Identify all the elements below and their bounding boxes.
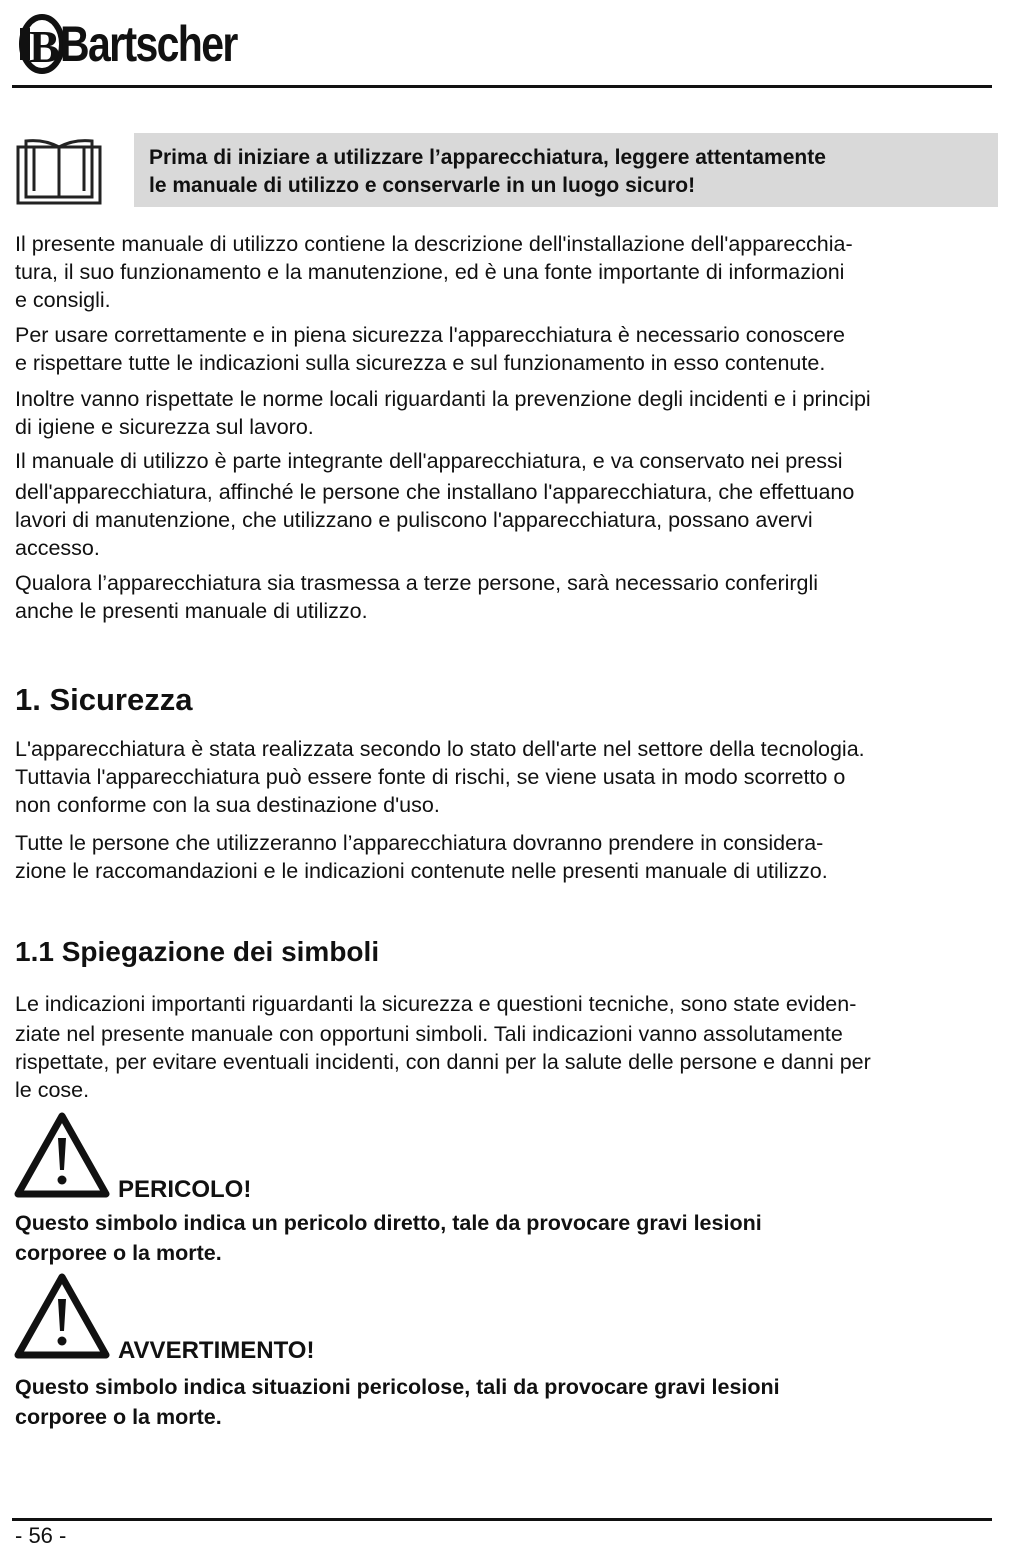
notice-text bbox=[149, 144, 989, 200]
intro-paragraph: Inoltre vanno rispettate le norme locali riguardanti la prevenzione degli incidenti e i principi di igiene e sicurezza sul lavoro. bbox=[15, 387, 871, 439]
header-divider bbox=[12, 85, 992, 88]
warning-title: PERICOLO! bbox=[118, 1176, 252, 1203]
intro-paragraph: Il presente manuale di utilizzo contiene la descrizione dell'installazione dell'apparecchia- tura, il suo funzionamento e la manutenzione, ed è una fonte importante di informazioni e consigli. bbox=[15, 232, 853, 312]
book-icon bbox=[14, 133, 104, 212]
section-heading: 1. Sicurezza bbox=[15, 682, 193, 717]
section-paragraph: Tutte le persone che utilizzeranno l’apparecchiatura dovranno prendere in considera- zione le raccomandazioni e le indicazioni contenute nelle presenti manuale di utilizzo. bbox=[15, 831, 828, 883]
subsection-heading: 1.1 Spiegazione dei simboli bbox=[15, 936, 380, 967]
notice-line: Prima di iniziare a utilizzare l’apparecchiatura, leggere attentamente bbox=[149, 146, 826, 169]
intro-paragraph: Il manuale di utilizzo è parte integrante dell'apparecchiatura, e va conservato nei pressi dell'apparecchiatura, affinché le persone che installano l'apparecchiatura, che effettuano lavori di manutenzione, che utilizzano e puliscono l'apparecchiatura, possano avervi accesso. bbox=[15, 449, 855, 560]
warning-triangle-icon bbox=[14, 1273, 110, 1364]
intro-paragraph: Per usare correttamente e in piena sicurezza l'apparecchiatura è necessario conoscere e rispettare tutte le indicazioni sulla sicurezza e sul funzionamento in esso contenute. bbox=[15, 323, 845, 375]
intro-paragraph: Qualora l’apparecchiatura sia trasmessa a terze persone, sarà necessario conferirgli anche le presenti manuale di utilizzo. bbox=[15, 571, 819, 623]
warning-title: AVVERTIMENTO! bbox=[118, 1337, 315, 1364]
notice-line: le manuale di utilizzo e conservarle in un luogo sicuro! bbox=[149, 174, 696, 197]
warning-text: Questo simbolo indica situazioni pericolose, tali da provocare gravi lesioni corporee o la morte. bbox=[15, 1375, 780, 1429]
logo-wordmark: Bartscher bbox=[60, 16, 237, 72]
subsection-paragraph: Le indicazioni importanti riguardanti la sicurezza e questioni tecniche, sono state eviden- ziate nel presente manuale con opportuni simboli. Tali indicazioni vanno assolutamente rispettate, per evitare eventuali incidenti, con danni per la salute delle persone e danni per le cose. bbox=[15, 992, 871, 1102]
page-number: - 56 - bbox=[15, 1523, 67, 1548]
footer-divider bbox=[12, 1518, 992, 1521]
brand-logo bbox=[16, 6, 275, 82]
warning-text: Questo simbolo indica un pericolo diretto, tale da provocare gravi lesioni corporee o la morte. bbox=[15, 1211, 762, 1265]
warning-triangle-icon bbox=[14, 1112, 110, 1203]
section-paragraph: L'apparecchiatura è stata realizzata secondo lo stato dell'arte nel settore della tecnologia. Tuttavia l'apparecchiatura può essere fonte di rischi, se viene usata in modo scorretto o non conforme con la sua destinazione d'uso. bbox=[15, 737, 865, 817]
bartscher-b-icon bbox=[16, 14, 64, 74]
svg-text:B: B bbox=[29, 21, 60, 72]
